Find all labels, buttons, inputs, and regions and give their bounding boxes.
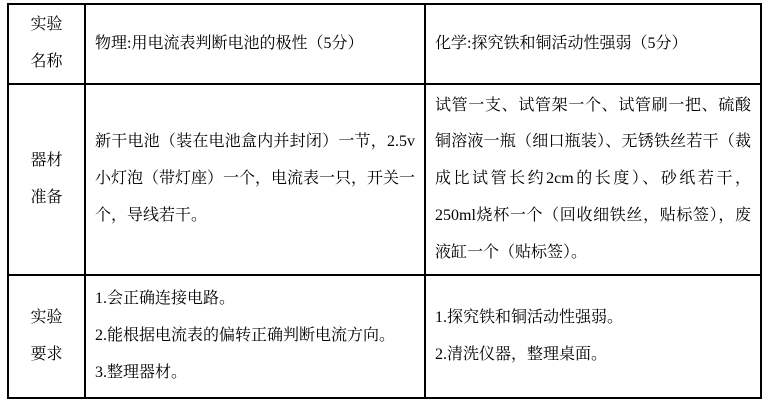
- header-line: 器材: [30, 151, 63, 169]
- header-line: 要求: [30, 345, 63, 363]
- cell-chemistry-requirements: [425, 275, 761, 398]
- row-header-equipment-preparation: [8, 84, 85, 275]
- header-line: 名称: [30, 53, 63, 70]
- cell-physics-name: 物理:用电流表判断电池的极性（5分）: [85, 4, 425, 84]
- cell-chemistry-equipment: 试管一支、试管架一个、试管刷一把、硫酸铜溶液一瓶（细口瓶装）、无锈铁丝若干（裁成比试管长约2cm的长度）、砂纸若干，250ml烧杯一个（回收细铁丝，贴标签），废液缸一个（贴标签）。: [425, 84, 761, 275]
- header-line: 准备: [30, 188, 63, 206]
- row-header-experiment-name: [8, 4, 85, 84]
- requirement-item: 1.探究铁和铜活动性强弱。: [435, 308, 624, 326]
- table-row-experiment-name: [8, 4, 761, 84]
- table-row-equipment-preparation: [8, 84, 761, 275]
- experiment-table: [7, 3, 762, 399]
- requirement-item: 3.整理器材。: [95, 363, 188, 381]
- cell-chemistry-name: 化学:探究铁和铜活动性强弱（5分）: [425, 4, 761, 84]
- row-header-experiment-requirements: [8, 275, 85, 398]
- table-row-experiment-requirements: [8, 275, 761, 398]
- requirement-item: 2.清洗仪器，整理桌面。: [435, 345, 608, 363]
- cell-physics-equipment: 新干电池（装在电池盒内并封闭）一节，2.5v小灯泡（带灯座）一个，电流表一只，开关一个，导线若干。: [85, 84, 425, 275]
- requirement-item: 2.能根据电流表的偏转正确判断电流方向。: [95, 327, 396, 345]
- requirement-item: 1.会正确连接电路。: [95, 290, 236, 308]
- header-line: 实验: [30, 16, 63, 34]
- header-line: 实验: [30, 308, 63, 326]
- cell-physics-requirements: [85, 275, 425, 398]
